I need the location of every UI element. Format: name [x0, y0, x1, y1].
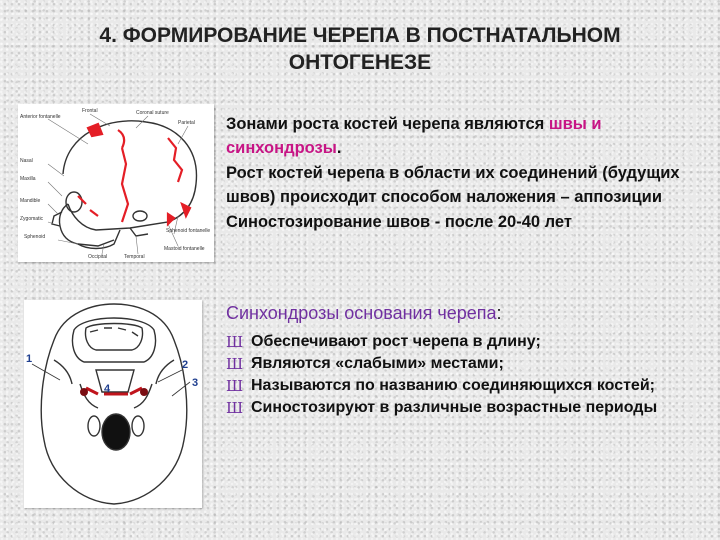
synchondroses-list — [226, 331, 716, 419]
skull-base-figure — [24, 300, 202, 508]
skull-base-drawing — [24, 300, 202, 508]
synchondroses-heading — [226, 303, 706, 324]
intro-p1-accent: швы и синхондрозы — [226, 115, 602, 158]
label-zygomatic: Zygomatic — [20, 216, 44, 222]
list-item-text: Синостозируют в различные возрастные периоды — [251, 399, 658, 416]
label-mastoid-fontanelle: Mastoid fontanelle — [164, 246, 205, 252]
label-frontal: Frontal — [82, 108, 98, 114]
list-item — [226, 397, 716, 419]
marker-4: 4 — [104, 383, 111, 395]
label-nasal: Nasal — [20, 158, 33, 164]
intro-paragraph-synostosis: Синостозирование швов - после 20-40 лет — [226, 212, 572, 231]
label-mandible: Mandible — [20, 198, 41, 204]
list-item-text: Являются «слабыми» местами; — [251, 355, 504, 372]
bullet-icon: Ш — [226, 333, 244, 351]
marker-1: 1 — [26, 353, 33, 365]
label-sphenoid: Sphenoid — [24, 234, 46, 240]
bullet-icon: Ш — [226, 355, 244, 373]
marker-2: 2 — [182, 359, 189, 371]
skull-lateral-drawing — [18, 104, 214, 262]
intro-paragraph-apposition: Рост костей черепа в области их соединений (будущих швов) происходит способом наложения – аппозиции — [226, 163, 680, 207]
bullet-icon: Ш — [226, 377, 244, 395]
slide-title-line-2: ОНТОГЕНЕЗЕ — [288, 51, 432, 74]
intro-paragraph-growth-zones — [226, 112, 706, 161]
list-item-text: Обеспечивают рост черепа в длину; — [251, 333, 541, 350]
synchondroses-heading-colon: : — [496, 303, 502, 323]
slide-title — [0, 22, 720, 76]
synchondroses-heading-text: Синхондрозы основания черепа — [226, 303, 497, 323]
label-coronal-suture: Coronal suture — [136, 110, 169, 116]
marker-3: 3 — [192, 377, 199, 389]
intro-text — [226, 112, 706, 234]
list-item — [226, 331, 716, 353]
list-item — [226, 353, 716, 375]
bullet-icon: Ш — [226, 399, 244, 417]
slide-title-line-1: 4. ФОРМИРОВАНИЕ ЧЕРЕПА В ПОСТНАТАЛЬНОМ — [99, 24, 621, 47]
list-item-text: Называются по названию соединяющихся костей; — [251, 377, 655, 394]
list-item — [226, 375, 716, 397]
newborn-skull-lateral-figure — [18, 104, 214, 262]
label-maxilla: Maxilla — [20, 176, 36, 182]
label-parietal: Parietal — [178, 120, 195, 126]
label-sphenoid-fontanelle: Sphenoid fontanelle — [166, 228, 211, 234]
intro-p1-end: . — [336, 139, 342, 158]
label-occipital: Occipital — [88, 254, 108, 260]
intro-p1-text: Зонами роста костей черепа являются — [226, 115, 549, 133]
label-anterior-fontanelle: Anterior fontanelle — [20, 114, 61, 120]
label-temporal: Temporal — [124, 254, 145, 260]
